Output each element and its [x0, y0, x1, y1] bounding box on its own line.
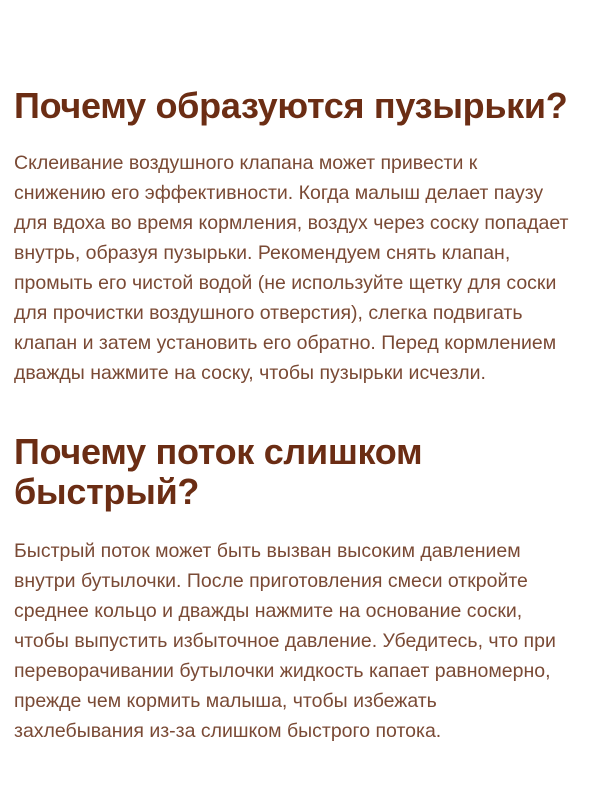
section-heading: Почему поток слишком быстрый?	[14, 431, 423, 512]
section-heading: Почему образуются пузырьки?	[14, 85, 568, 126]
section-paragraph: Склеивание воздушного клапана может привести к снижению его эффективности. Когда малыш делает паузу для вдоха во время кормления, воздух через соску попадает внутрь, образуя пузырьки. Рекомендуем снять клапан, промыть его чистой водой (не используйте щетку для соски для прочистки воздушного отверстия), слегка подвигать клапан и затем установить его обратно. Перед кормлением дважды нажмите на соску, чтобы пузырьки исчезли.	[14, 152, 569, 384]
section-paragraph: Быстрый поток может быть вызван высоким давлением внутри бутылочки. После приготовления смеси откройте среднее кольцо и дважды нажмите на основание соски, чтобы выпустить избыточное давление. Убедитесь, что при переворачивании бутылочки жидкость капает равномерно, прежде чем кормить малыша, чтобы избежать захлебывания из-за слишком быстрого потока.	[14, 540, 556, 742]
section-fast-flow	[14, 432, 594, 746]
section-bubbles	[14, 86, 594, 388]
